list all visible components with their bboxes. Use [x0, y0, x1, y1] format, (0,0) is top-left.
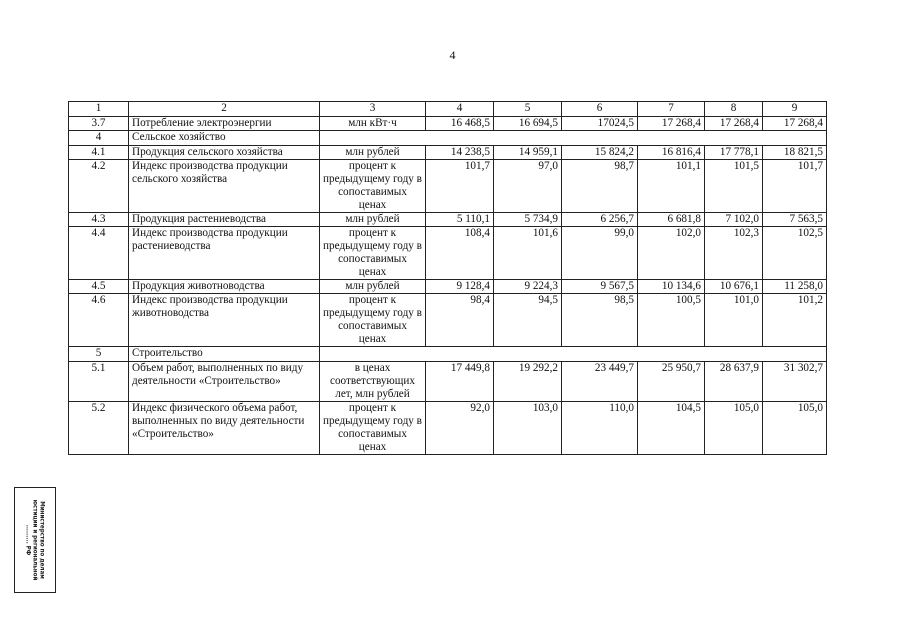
- table-row: [69, 294, 827, 347]
- value-cell: 92,0: [426, 402, 494, 455]
- value-cell: 110,0: [562, 402, 638, 455]
- column-number-6: 6: [562, 102, 638, 117]
- section-row: [69, 131, 827, 146]
- value-cell: 5 110,1: [426, 213, 494, 227]
- column-number-8: 8: [705, 102, 763, 117]
- column-number-4: 4: [426, 102, 494, 117]
- row-number: 4.6: [69, 294, 129, 347]
- unit-cell: млн рублей: [320, 213, 426, 227]
- row-number: 5.1: [69, 362, 129, 402]
- value-cell: 6 681,8: [638, 213, 705, 227]
- value-cell: 5 734,9: [494, 213, 562, 227]
- table-row: [69, 362, 827, 402]
- row-number: 5.2: [69, 402, 129, 455]
- stamp-line-2: юстиции и региональной: [31, 499, 39, 581]
- row-number: 4.1: [69, 146, 129, 160]
- value-cell: 105,0: [763, 402, 827, 455]
- value-cell: 6 256,7: [562, 213, 638, 227]
- unit-cell: процент к предыдущему году в сопоставимых ценах: [320, 227, 426, 280]
- table-row: [69, 227, 827, 280]
- value-cell: 9 224,3: [494, 280, 562, 294]
- value-cell: 101,5: [705, 160, 763, 213]
- table-header-row: [69, 102, 827, 117]
- column-number-5: 5: [494, 102, 562, 117]
- value-cell: 10 676,1: [705, 280, 763, 294]
- unit-cell: процент к предыдущему году в сопоставимых ценах: [320, 402, 426, 455]
- value-cell: 105,0: [705, 402, 763, 455]
- value-cell: 14 959,1: [494, 146, 562, 160]
- value-cell: 102,3: [705, 227, 763, 280]
- value-cell: 101,0: [705, 294, 763, 347]
- value-cell: 101,1: [638, 160, 705, 213]
- value-cell: 98,7: [562, 160, 638, 213]
- column-number-3: 3: [320, 102, 426, 117]
- row-number: 4.5: [69, 280, 129, 294]
- value-cell: 10 134,6: [638, 280, 705, 294]
- value-cell: 9 567,5: [562, 280, 638, 294]
- indicator-name: Индекс физического объема работ, выполненных по виду деятельности «Строительство»: [129, 402, 320, 455]
- value-cell: 25 950,7: [638, 362, 705, 402]
- value-cell: 100,5: [638, 294, 705, 347]
- value-cell: 17024,5: [562, 117, 638, 131]
- unit-cell: процент к предыдущему году в сопоставимых ценах: [320, 160, 426, 213]
- indicator-name: Индекс производства продукции сельского хозяйства: [129, 160, 320, 213]
- unit-cell: процент к предыдущему году в сопоставимых ценах: [320, 294, 426, 347]
- value-cell: 101,7: [763, 160, 827, 213]
- value-cell: 17 778,1: [705, 146, 763, 160]
- column-number-9: 9: [763, 102, 827, 117]
- value-cell: 97,0: [494, 160, 562, 213]
- value-cell: 98,4: [426, 294, 494, 347]
- value-cell: 108,4: [426, 227, 494, 280]
- value-cell: 23 449,7: [562, 362, 638, 402]
- table-row: [69, 280, 827, 294]
- table-row: [69, 146, 827, 160]
- section-title: Сельское хозяйство: [129, 131, 320, 146]
- value-cell: 18 821,5: [763, 146, 827, 160]
- empty-cell: [320, 131, 827, 146]
- value-cell: 101,6: [494, 227, 562, 280]
- indicator-name: Продукция животноводства: [129, 280, 320, 294]
- value-cell: 19 292,2: [494, 362, 562, 402]
- value-cell: 102,5: [763, 227, 827, 280]
- row-number: 5: [69, 347, 129, 362]
- stamp-line-3: ......... РФ: [24, 524, 32, 556]
- registration-stamp: [14, 487, 56, 593]
- value-cell: 7 563,5: [763, 213, 827, 227]
- value-cell: 7 102,0: [705, 213, 763, 227]
- value-cell: 101,2: [763, 294, 827, 347]
- row-number: 4.4: [69, 227, 129, 280]
- unit-cell: млн кВт·ч: [320, 117, 426, 131]
- table-row: [69, 160, 827, 213]
- unit-cell: млн рублей: [320, 280, 426, 294]
- section-row: [69, 347, 827, 362]
- value-cell: 9 128,4: [426, 280, 494, 294]
- value-cell: 101,7: [426, 160, 494, 213]
- row-number: 3.7: [69, 117, 129, 131]
- value-cell: 17 268,4: [705, 117, 763, 131]
- indicator-name: Индекс производства продукции животноводства: [129, 294, 320, 347]
- table-row: [69, 213, 827, 227]
- indicators-table: [68, 101, 827, 455]
- value-cell: 94,5: [494, 294, 562, 347]
- column-number-2: 2: [129, 102, 320, 117]
- value-cell: 15 824,2: [562, 146, 638, 160]
- column-number-7: 7: [638, 102, 705, 117]
- unit-cell: в ценах соответствующих лет, млн рублей: [320, 362, 426, 402]
- indicator-name: Индекс производства продукции растениеводства: [129, 227, 320, 280]
- value-cell: 14 238,5: [426, 146, 494, 160]
- row-number: 4.2: [69, 160, 129, 213]
- stamp-line-1: Министерство по делам: [38, 501, 46, 579]
- value-cell: 17 268,4: [638, 117, 705, 131]
- value-cell: 104,5: [638, 402, 705, 455]
- section-title: Строительство: [129, 347, 320, 362]
- unit-cell: млн рублей: [320, 146, 426, 160]
- value-cell: 102,0: [638, 227, 705, 280]
- row-number: 4.3: [69, 213, 129, 227]
- value-cell: 17 268,4: [763, 117, 827, 131]
- page-number: 4: [449, 48, 456, 62]
- indicator-name: Продукция сельского хозяйства: [129, 146, 320, 160]
- value-cell: 31 302,7: [763, 362, 827, 402]
- indicator-name: Объем работ, выполненных по виду деятельности «Строительство»: [129, 362, 320, 402]
- indicator-name: Потребление электроэнергии: [129, 117, 320, 131]
- value-cell: 99,0: [562, 227, 638, 280]
- indicator-name: Продукция растениеводства: [129, 213, 320, 227]
- value-cell: 17 449,8: [426, 362, 494, 402]
- table-row: [69, 402, 827, 455]
- value-cell: 16 694,5: [494, 117, 562, 131]
- column-number-1: 1: [69, 102, 129, 117]
- value-cell: 16 816,4: [638, 146, 705, 160]
- empty-cell: [320, 347, 827, 362]
- value-cell: 28 637,9: [705, 362, 763, 402]
- value-cell: 11 258,0: [763, 280, 827, 294]
- value-cell: 16 468,5: [426, 117, 494, 131]
- row-number: 4: [69, 131, 129, 146]
- table-row: [69, 117, 827, 131]
- value-cell: 103,0: [494, 402, 562, 455]
- value-cell: 98,5: [562, 294, 638, 347]
